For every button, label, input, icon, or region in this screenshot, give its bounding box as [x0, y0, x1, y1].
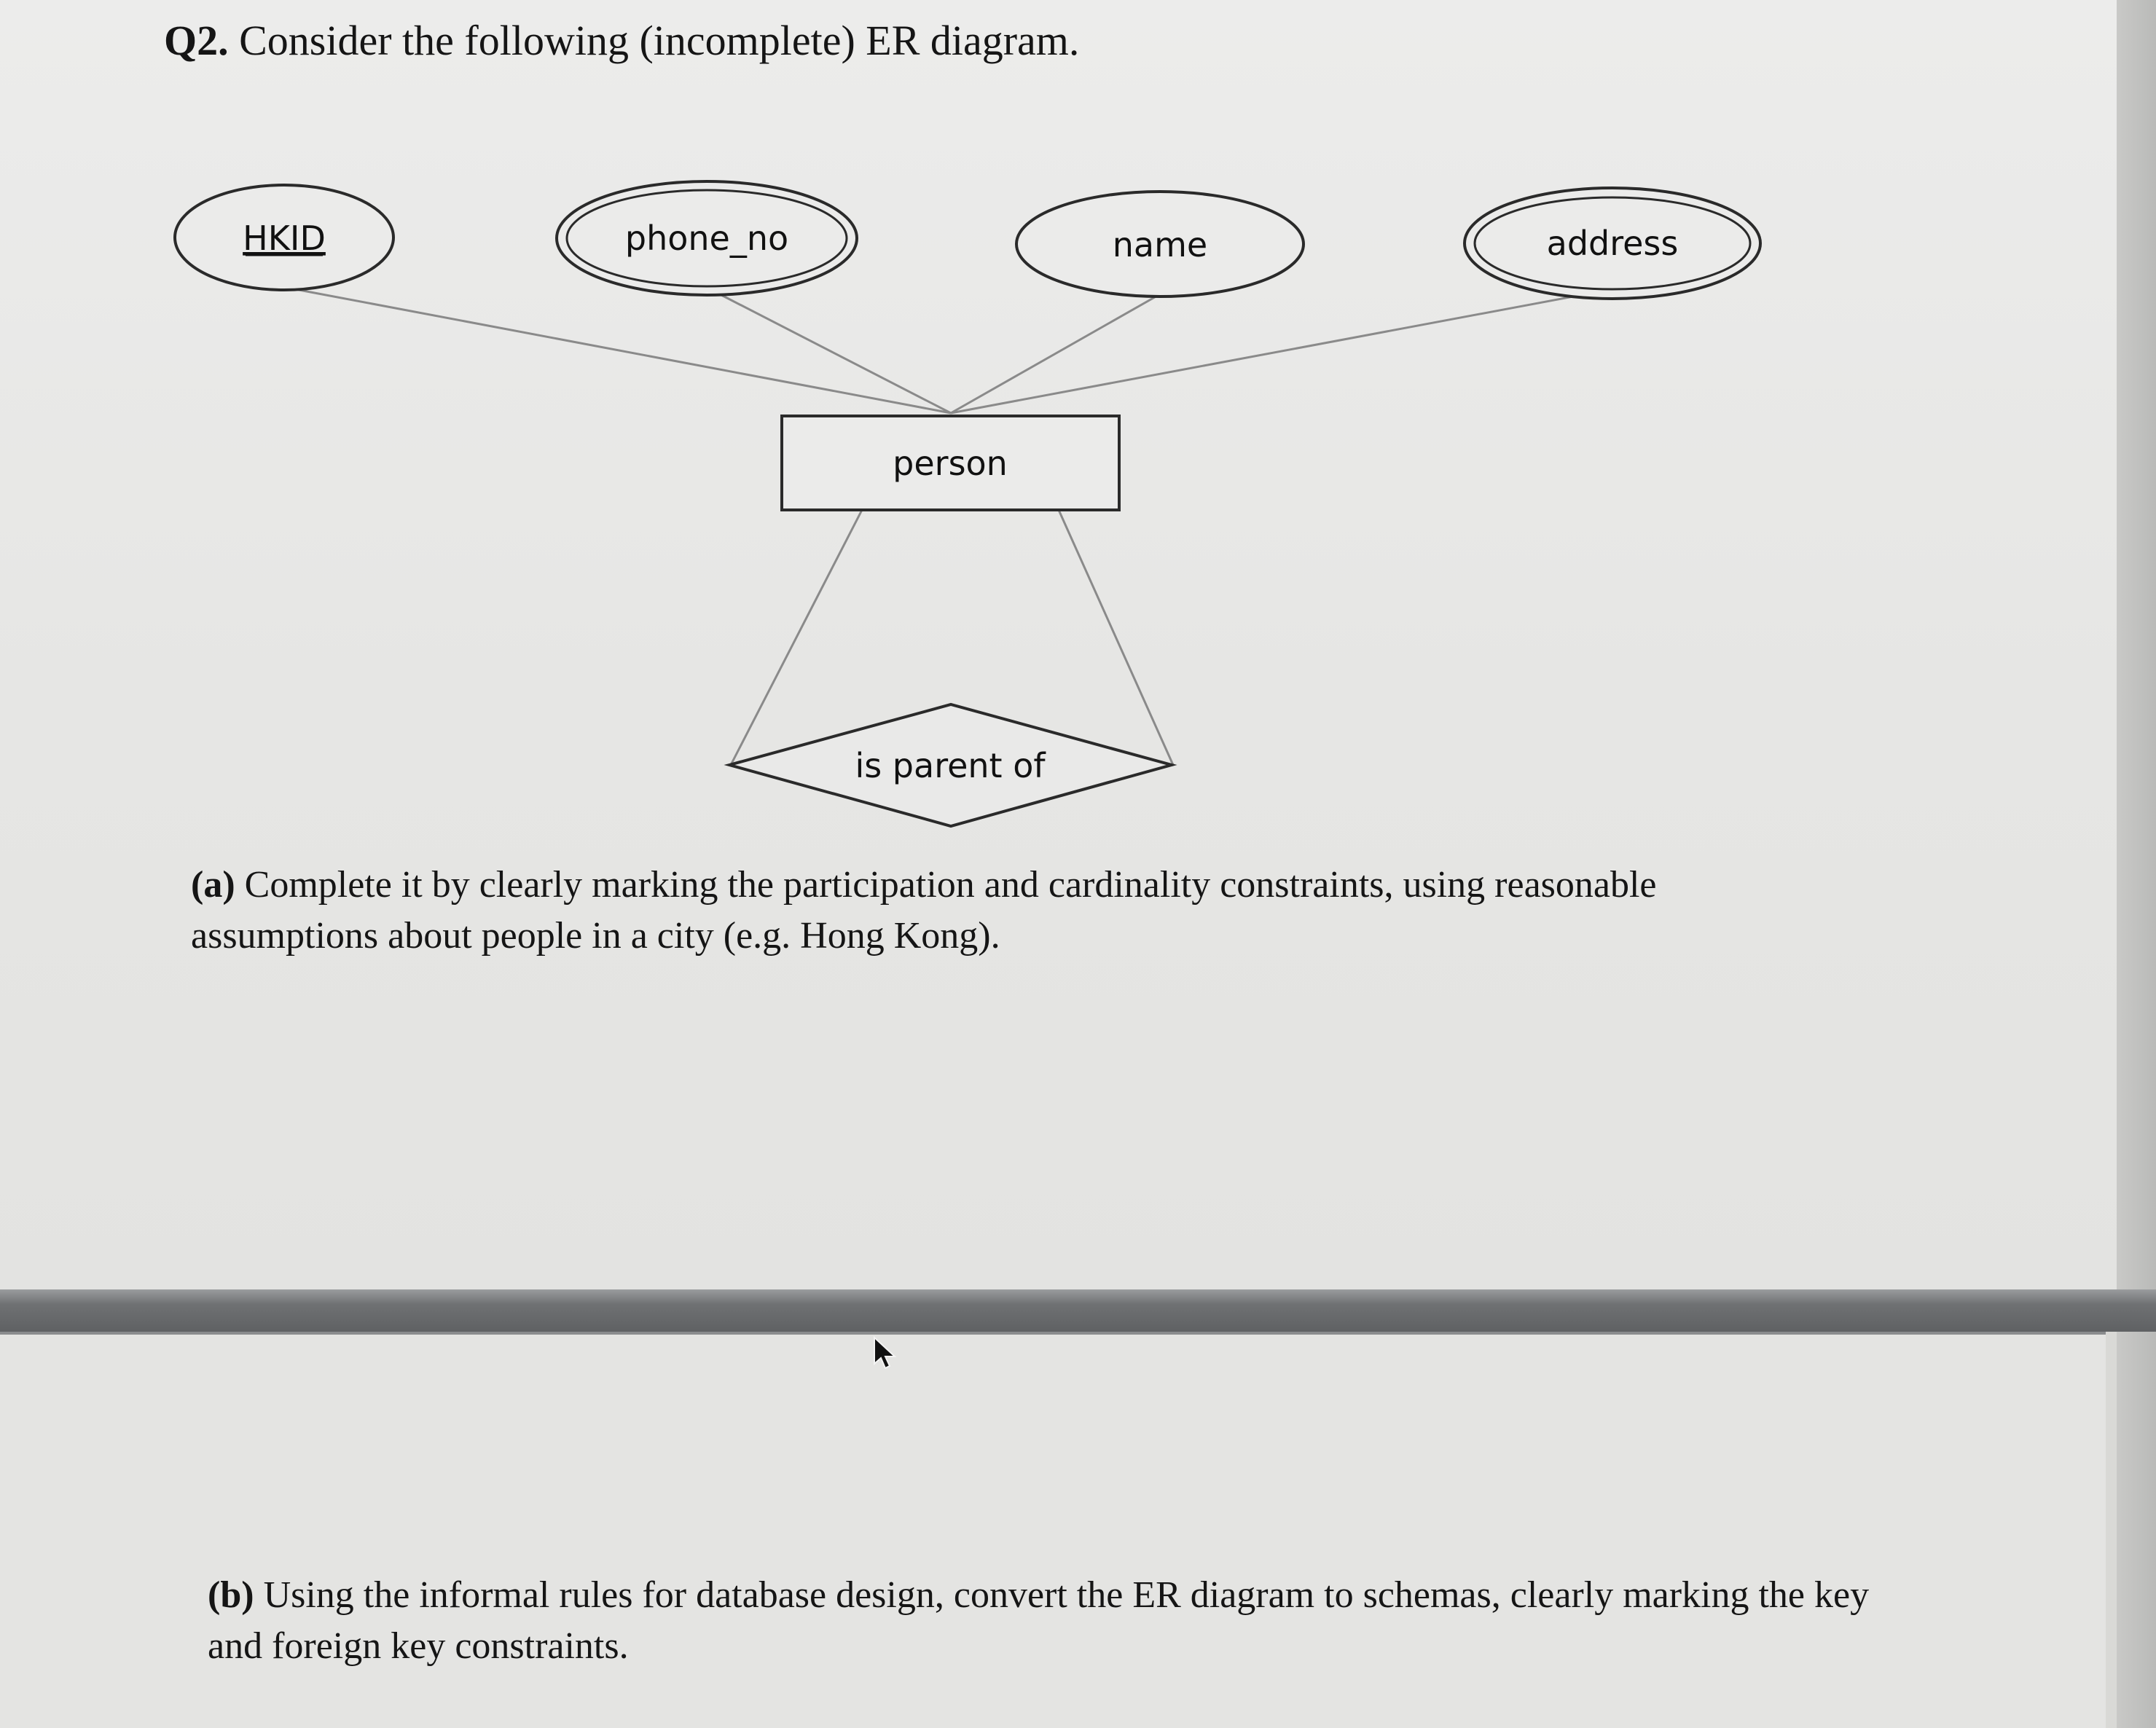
attribute-phone-no: [557, 181, 857, 295]
entity-person: [782, 416, 1119, 510]
attribute-connectors: [295, 289, 1581, 413]
connector-phone-no: [721, 295, 951, 413]
connector-hkid: [295, 289, 951, 413]
question-number: Q2.: [164, 17, 229, 64]
attribute-hkid-label: HKID: [243, 219, 326, 258]
part-b-label: (b): [208, 1574, 254, 1616]
part-a-text: Complete it by clearly marking the participation and cardinality constraints, using reasonable assumptions about people in a city (e.g. Hong Kong).: [191, 864, 1657, 957]
part-b: [208, 1570, 1927, 1672]
attribute-name: [1016, 192, 1304, 296]
attribute-address: [1465, 188, 1760, 299]
connector-name: [951, 295, 1159, 413]
attribute-phone-no-label: phone_no: [624, 219, 789, 258]
relationship-label: is parent of: [855, 746, 1046, 785]
part-a: [191, 860, 1823, 962]
attribute-hkid: [175, 185, 393, 290]
connector-rel-left: [731, 510, 862, 765]
connector-rel-right: [1059, 510, 1173, 765]
part-a-label: (a): [191, 864, 235, 906]
attribute-name-label: name: [1112, 225, 1208, 264]
question-intro: Consider the following (incomplete) ER diagram.: [239, 17, 1080, 64]
relationship-is-parent-of: [729, 704, 1172, 826]
entity-person-label: person: [893, 444, 1008, 483]
mouse-pointer-icon: [871, 1336, 901, 1372]
attribute-address-label: address: [1546, 224, 1679, 263]
part-b-text: Using the informal rules for database design, convert the ER diagram to schemas, clearly marking the key and foreign key constraints.: [208, 1574, 1870, 1667]
connector-address: [951, 295, 1581, 413]
